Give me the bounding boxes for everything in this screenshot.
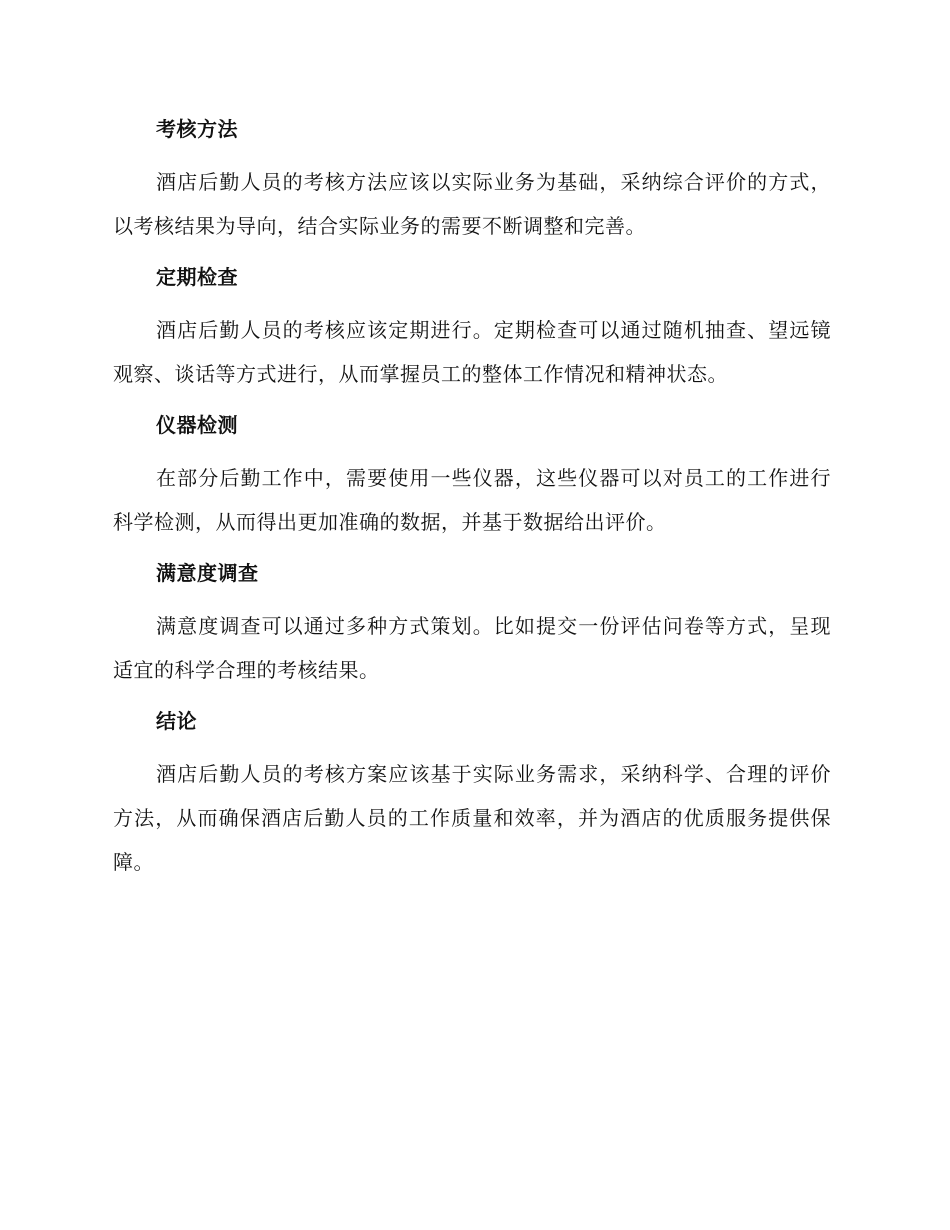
section-periodic-inspection (113, 260, 831, 396)
section-paragraph: 酒店后勤人员的考核方法应该以实际业务为基础，采纳综合评价的方式，以考核结果为导向，结合实际业务的需要不断调整和完善。 (113, 170, 831, 238)
section-heading: 结论 (156, 709, 197, 733)
section-heading: 考核方法 (156, 117, 238, 141)
section-paragraph: 在部分后勤工作中，需要使用一些仪器，这些仪器可以对员工的工作进行科学检测，从而得出更加准确的数据，并基于数据给出评价。 (113, 466, 831, 534)
section-conclusion (113, 704, 831, 884)
section-paragraph: 酒店后勤人员的考核应该定期进行。定期检查可以通过随机抽查、望远镜观察、谈话等方式进行，从而掌握员工的整体工作情况和精神状态。 (113, 318, 831, 386)
section-assessment-method (113, 112, 831, 248)
section-paragraph: 酒店后勤人员的考核方案应该基于实际业务需求，采纳科学、合理的评价方法，从而确保酒店后勤人员的工作质量和效率，并为酒店的优质服务提供保障。 (113, 762, 831, 874)
section-heading: 定期检查 (156, 265, 238, 289)
section-paragraph: 满意度调查可以通过多种方式策划。比如提交一份评估问卷等方式，呈现适宜的科学合理的考核结果。 (113, 614, 831, 682)
section-satisfaction-survey (113, 556, 831, 692)
section-instrument-testing (113, 408, 831, 544)
section-heading: 仪器检测 (156, 413, 238, 437)
section-heading: 满意度调查 (156, 561, 259, 585)
document-content (113, 112, 831, 896)
